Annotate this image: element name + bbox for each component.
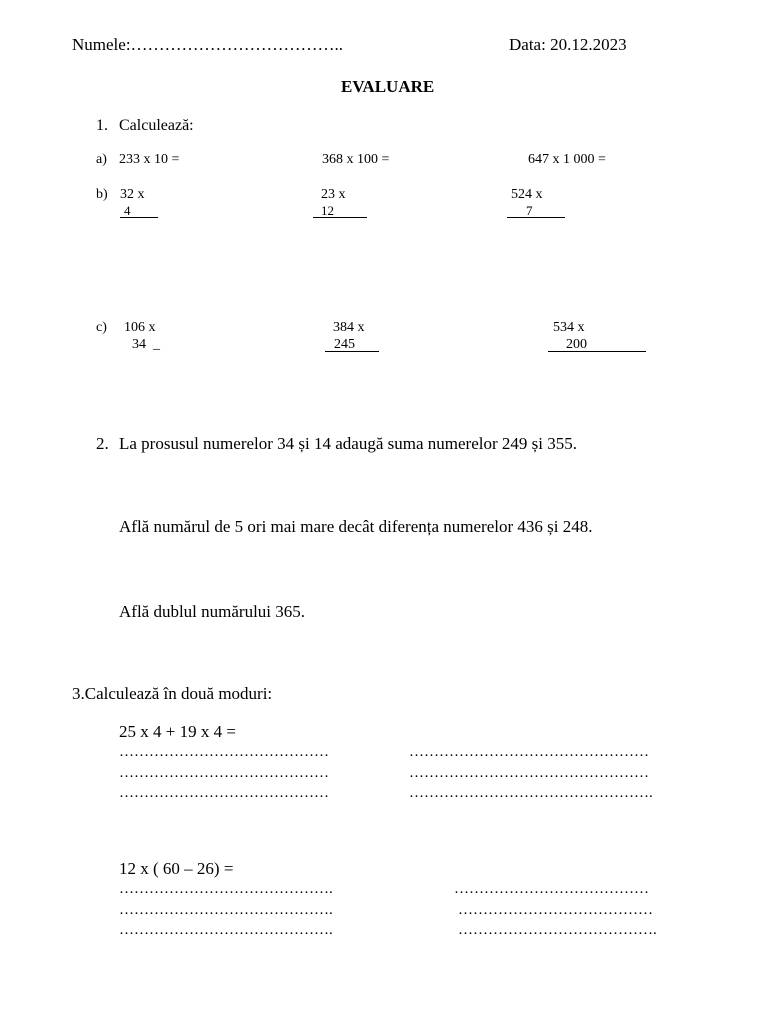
- ex1b-item-1-bottom: 4: [124, 203, 131, 218]
- ex3-expr1-right-line-1: …………………………………………: [409, 744, 649, 760]
- ex3-expr1-right-line-2: …………………………………………: [409, 765, 649, 781]
- ex1a-label: a): [96, 152, 107, 167]
- ex1b-item-3-underline: [507, 217, 565, 218]
- ex1a-item-1: 233 x 10 =: [119, 152, 180, 167]
- ex3-expr1-left-line-3: ……………………………………: [119, 785, 329, 801]
- ex1b-label: b): [96, 187, 108, 202]
- ex3-expression-2: 12 x ( 60 – 26) =: [119, 859, 234, 878]
- ex3-expr1-left-line-2: ……………………………………: [119, 765, 329, 781]
- ex1b-item-3-bottom: 7: [526, 203, 533, 218]
- ex1c-label: c): [96, 320, 107, 335]
- ex1c-item-3-top: 534 x: [553, 320, 585, 335]
- ex2-line-1: La prosusul numerelor 34 și 14 adaugă suma numerelor 249 și 355.: [119, 434, 577, 453]
- ex3-heading: 3.Calculează în două moduri:: [72, 684, 273, 703]
- ex1c-item-1-top: 106 x: [124, 320, 156, 335]
- ex3-expr1-left-line-1: ……………………………………: [119, 744, 329, 760]
- ex3-expr2-right-line-3: ………………………………….: [458, 922, 657, 938]
- ex1c-item-1-bottom: 34 _: [132, 337, 160, 352]
- ex2-line-3: Află dublul numărului 365.: [119, 602, 306, 621]
- ex3-expression-1: 25 x 4 + 19 x 4 =: [119, 722, 236, 741]
- page-title: EVALUARE: [341, 77, 435, 96]
- ex2-number: 2.: [96, 434, 109, 453]
- ex1b-item-1-top: 32 x: [120, 187, 145, 202]
- ex3-expr2-left-line-3: …………………………………….: [119, 922, 333, 938]
- ex3-expr1-right-line-3: ………………………………………….: [409, 785, 653, 801]
- ex1b-item-2-top: 23 x: [321, 187, 346, 202]
- date-label: Data: 20.12.2023: [509, 35, 627, 54]
- ex1b-item-2-underline: [313, 217, 367, 218]
- ex3-expr2-right-line-2: …………………………………: [458, 902, 653, 918]
- ex3-expr2-right-line-1: …………………………………: [454, 881, 649, 897]
- ex1-number: 1.: [96, 117, 108, 134]
- ex2-line-2: Află numărul de 5 ori mai mare decât diferența numerelor 436 și 248.: [119, 517, 593, 536]
- ex1b-item-1-underline: [120, 217, 158, 218]
- ex1a-item-2: 368 x 100 =: [322, 152, 390, 167]
- ex3-expr2-left-line-1: …………………………………….: [119, 881, 333, 897]
- ex3-expr2-left-line-2: …………………………………….: [119, 902, 333, 918]
- ex1-heading: Calculează:: [119, 117, 194, 134]
- ex1a-item-3: 647 x 1 000 =: [528, 152, 606, 167]
- ex1c-item-2-bottom: 245: [334, 337, 355, 352]
- name-field-label: Numele:………………………………..: [72, 35, 344, 54]
- ex1c-item-3-underline: [548, 351, 646, 352]
- ex1c-item-2-underline: [325, 351, 379, 352]
- ex1c-item-3-bottom: 200: [566, 337, 587, 352]
- ex1b-item-3-top: 524 x: [511, 187, 543, 202]
- ex1c-item-2-top: 384 x: [333, 320, 365, 335]
- ex1b-item-2-bottom: 12: [321, 203, 334, 218]
